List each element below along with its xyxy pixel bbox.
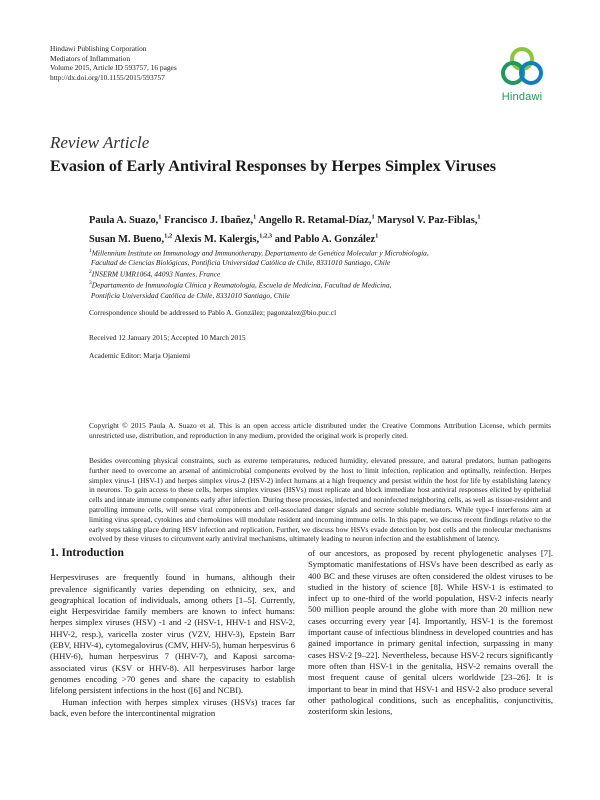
paragraph: Herpesviruses are frequently found in humans, although their prevalence significantly varies depending on ethnicity, sex, and geographical location of individuals, among others [1–5]. Currently, eight Herpesviridae family members are known to infect humans: herpes simplex viruses (HSV) -1 and -2 (HSV-1, HHV-1 and HSV-2, HHV-2, resp.), varicella zoster virus (VZV, HHV-3), Epstein Barr (EBV, HHV-4), cytomegalovirus (CMV, HHV-5), human herpesvirus 6 (HHV-6), human herpesvirus 7 (HHV-7), and Kaposi sarcoma-associated virus (KSV or HHV-8). All herpesviruses harbor large genomes encoding >70 genes and share the capacity to establish lifelong persistent infections in the host ([6] and NCBI). xyxy=(50,572,295,696)
article-type: Review Article xyxy=(50,133,150,152)
journal-name: Mediators of Inflammation xyxy=(50,53,131,63)
author[interactable]: Angello R. Retamal-Díaz,$^1$ xyxy=(258,214,375,227)
author-line-1 xyxy=(89,210,559,228)
publisher-name: Hindawi Publishing Corporation xyxy=(50,44,147,53)
correspondence[interactable]: Correspondence should be addressed to Pablo A. González; pagonzalez@bio.puc.cl xyxy=(89,308,337,317)
author[interactable]: Marysol V. Paz-Fiblas,$^1$ xyxy=(377,214,481,227)
affiliation-1-line-1: $^1$Millennium Institute on Immunology and Immunotherapy, Departamento de Genética Molecular y Microbiología, xyxy=(89,248,429,258)
abstract: Besides overcoming physical constraints, such as extreme temperatures, reduced humidity, elevated pressure, and natural predators, human pathogens further need to overcome an arsenal of antimicrobial components evolved by the host to limit infection, replication and optimally, reinfection. Herpes simplex virus-1 (HSV-1) and herpes simplex virus-2 (HSV-2) infect humans at a high frequency and persist within the host for life by establishing latency in neurons. To gain access to these cells, herpes simplex viruses (HSVs) must replicate and block immediate host antiviral responses elicited by epithelial cells and innate immune components early after infection. During these processes, infected and noninfected neighboring cells, as well as tissue-resident and patrolling immune cells, will sense viral components and cell-associated danger signals and secrete soluble mediators. While type-I interferons aim at limiting virus spread, cytokines and chemokines will modulate resident and incoming immune cells. In this paper, we discuss recent findings relative to the early steps taking place during HSV infection and replication. Further, we discuss how HSVs evade detection by host cells and the molecular mechanisms evolved by these viruses to circumvent early antiviral mechanisms, ultimately leading to neuron infection and the establishment of latency. xyxy=(89,456,551,544)
author-line-2 xyxy=(89,228,559,246)
volume-info: Volume 2015, Article ID 593757, 16 pages xyxy=(50,63,177,73)
logo-wordmark: Hindawi xyxy=(501,91,543,103)
author[interactable]: Susan M. Bueno,$^{1,2}$ xyxy=(89,232,173,245)
affiliation-2: $^2$INSERM UMR1064, 44093 Nantes, France xyxy=(89,269,221,279)
left-column xyxy=(50,548,295,719)
author[interactable]: and Pablo A. González$^1$ xyxy=(274,232,379,245)
affiliation-3-line-1: $^3$Departamento de Inmunología Clínica y Reumatología, Escuela de Medicina, Facultad de Medicina, xyxy=(89,280,392,290)
academic-editor: Academic Editor: Marja Ojaniemi xyxy=(89,351,191,360)
author[interactable]: Alexis M. Kalergis,$^{1,2,3}$ xyxy=(174,232,273,245)
author[interactable]: Paula A. Suazo,$^1$ xyxy=(89,214,162,227)
copyright-notice: Copyright © 2015 Paula A. Suazo et al. This is an open access article distributed under the Creative Commons Attribution License, which permits unrestricted use, distribution, and reproduction in any medium, provided the original work is properly cited. xyxy=(89,421,551,440)
received-dates: Received 12 January 2015; Accepted 10 March 2015 xyxy=(89,333,246,342)
section-heading: 1. Introduction xyxy=(50,547,124,559)
paragraph: Human infection with herpes simplex viruses (HSVs) traces far back, even before the intercontinental migration xyxy=(50,696,295,718)
author[interactable]: Francisco J. Ibañez,$^1$ xyxy=(164,214,257,227)
hindawi-logo xyxy=(492,45,552,111)
affiliation-3-line-2: Pontificia Universidad Católica de Chile, 8331010 Santiago, Chile xyxy=(90,290,290,300)
affiliation-1-line-2: Facultad de Ciencias Biológicas, Pontificia Universidad Católica de Chile, 8331010 Santiago, Chile xyxy=(90,258,391,268)
article-title: Evasion of Early Antiviral Responses by Herpes Simplex Viruses xyxy=(50,157,497,175)
hindawi-logo-icon xyxy=(500,45,544,89)
right-column xyxy=(308,548,553,717)
paragraph: of our ancestors, as proposed by recent phylogenetic analyses [7]. Symptomatic manifestations of HSVs have been described as early as 400 BC and these viruses are often considered the oldest viruses to be studied in the history of science [8]. While HSV-1 is estimated to infect up to one-third of the world population, HSV-2 infects nearly 500 million people around the globe with more than 20 million new cases occurring every year [4]. Importantly, HSV-1 is the foremost important cause of infectious blindness in developed countries and has gained importance in primary genital infection, surpassing in many cases HSV-2 [9–22]. Nevertheless, because HSV-2 recurs significantly more often than HSV-1 in the genitalia, HSV-2 remains overall the most frequent cause of genital ulcers worldwide [23–26]. It is important to bear in mind that HSV-1 and HSV-2 also produce several other pathological conditions, such as encephalitis, conjunctivitis, zosteriform skin lesions, xyxy=(308,548,553,717)
author-list xyxy=(89,210,559,247)
affiliations xyxy=(89,247,559,300)
journal-header xyxy=(50,44,177,82)
doi-link[interactable]: http://dx.doi.org/10.1155/2015/593757 xyxy=(50,72,165,82)
